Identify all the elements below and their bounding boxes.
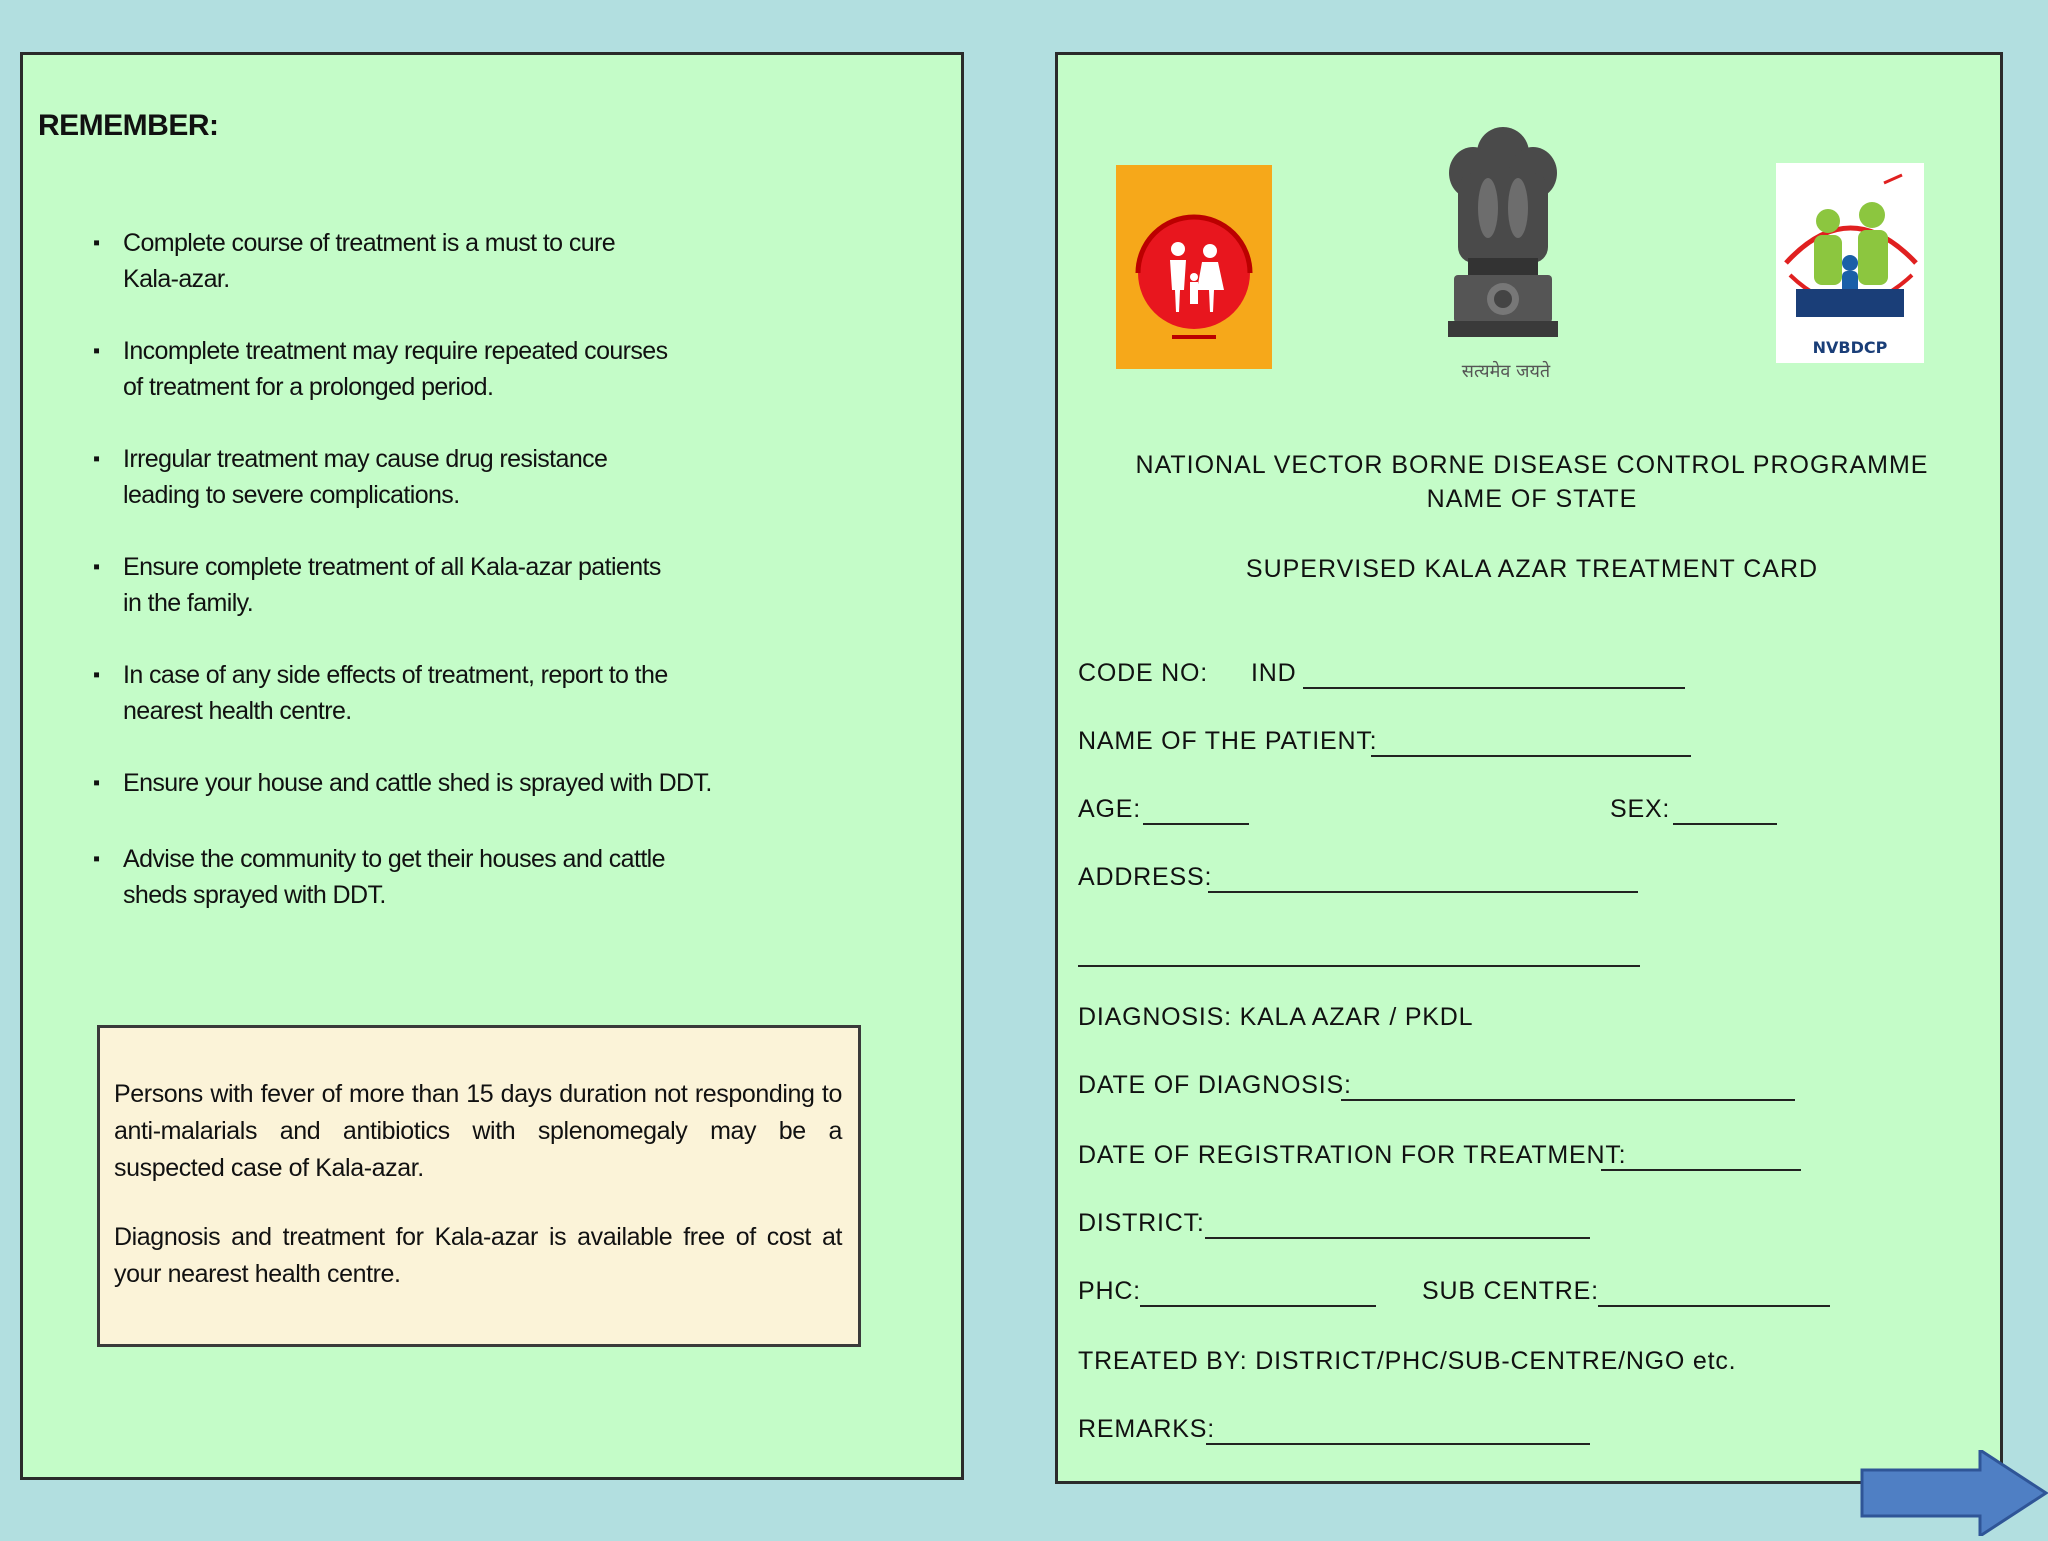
nvbdcp-logo xyxy=(1776,163,1924,363)
notice-paragraph: Diagnosis and treatment for Kala-azar is available free of cost at your nearest health centre. xyxy=(114,1223,842,1288)
address-line-2[interactable] xyxy=(1078,965,1640,967)
address-line-1[interactable] xyxy=(1208,891,1638,893)
bullet-icon: ▪ xyxy=(93,448,100,470)
patient-name-label: NAME OF THE PATIENT: xyxy=(1078,727,1378,755)
notice-paragraph: Persons with fever of more than 15 days duration not responding to anti-malarials and antibiotics with splenomegaly may be a suspected case of Kala-azar. xyxy=(114,1080,842,1182)
remarks-label: REMARKS: xyxy=(1078,1415,1215,1443)
remarks-line[interactable] xyxy=(1206,1443,1590,1445)
bullet-icon: ▪ xyxy=(93,664,100,686)
code-no-label: CODE NO: xyxy=(1078,659,1209,687)
bullet-icon: ▪ xyxy=(93,556,100,578)
bullet-icon: ▪ xyxy=(93,848,100,870)
address-label: ADDRESS: xyxy=(1078,863,1213,891)
list-item: ▪ Ensure complete treatment of all Kala-azar patients in the family. xyxy=(93,549,793,621)
list-item: ▪ Irregular treatment may cause drug resistance leading to severe complications. xyxy=(93,441,793,513)
code-no-line[interactable] xyxy=(1303,687,1685,689)
date-of-diagnosis-line[interactable] xyxy=(1341,1099,1795,1101)
remember-heading: REMEMBER: xyxy=(38,109,219,142)
date-of-diagnosis-label: DATE OF DIAGNOSIS: xyxy=(1078,1071,1352,1099)
state-name: NAME OF STATE xyxy=(1426,485,1638,513)
list-item: ▪ Ensure your house and cattle shed is sprayed with DDT. xyxy=(93,765,793,801)
nvbdcp-logo-text: NVBDCP xyxy=(1812,338,1888,357)
patient-name-line[interactable] xyxy=(1371,755,1691,757)
date-of-registration-line[interactable] xyxy=(1601,1169,1801,1171)
arrow-right-icon xyxy=(1860,1450,2048,1536)
age-line[interactable] xyxy=(1143,823,1249,825)
sex-label: SEX: xyxy=(1610,795,1671,823)
card-title: SUPERVISED KALA AZAR TREATMENT CARD xyxy=(1245,555,1819,583)
date-of-registration-label: DATE OF REGISTRATION FOR TREATMENT: xyxy=(1078,1141,1627,1169)
phc-label: PHC: xyxy=(1078,1277,1141,1305)
list-item: ▪ Complete course of treatment is a must to cure Kala-azar. xyxy=(93,225,793,297)
remember-list xyxy=(93,225,793,949)
bullet-icon: ▪ xyxy=(93,232,100,254)
age-label: AGE: xyxy=(1078,795,1141,823)
bullet-icon: ▪ xyxy=(93,772,100,794)
family-welfare-logo xyxy=(1116,165,1272,369)
district-line[interactable] xyxy=(1205,1237,1590,1239)
sub-centre-label: SUB CENTRE: xyxy=(1422,1277,1599,1305)
district-label: DISTRICT: xyxy=(1078,1209,1205,1237)
phc-line[interactable] xyxy=(1140,1305,1376,1307)
emblem-motto: सत्यमेव जयते xyxy=(1461,361,1551,382)
list-item: ▪ Incomplete treatment may require repeated courses of treatment for a prolonged period. xyxy=(93,333,793,405)
programme-title: NATIONAL VECTOR BORNE DISEASE CONTROL PROGRAMME xyxy=(1135,451,1929,479)
bullet-icon: ▪ xyxy=(93,340,100,362)
sub-centre-line[interactable] xyxy=(1598,1305,1830,1307)
list-item: ▪ In case of any side effects of treatment, report to the nearest health centre. xyxy=(93,657,793,729)
treated-by-label: TREATED BY: DISTRICT/PHC/SUB-CENTRE/NGO etc. xyxy=(1078,1347,1737,1375)
code-prefix: IND xyxy=(1251,659,1297,687)
list-item: ▪ Advise the community to get their houses and cattle sheds sprayed with DDT. xyxy=(93,841,793,913)
kala-azar-notice-box xyxy=(97,1025,861,1347)
treatment-card-panel xyxy=(1055,52,2003,1484)
diagnosis-label: DIAGNOSIS: KALA AZAR / PKDL xyxy=(1078,1003,1474,1031)
sex-line[interactable] xyxy=(1673,823,1777,825)
ashoka-emblem-icon xyxy=(1428,113,1578,393)
next-arrow-button[interactable] xyxy=(1860,1450,2048,1536)
remember-panel xyxy=(20,52,964,1480)
